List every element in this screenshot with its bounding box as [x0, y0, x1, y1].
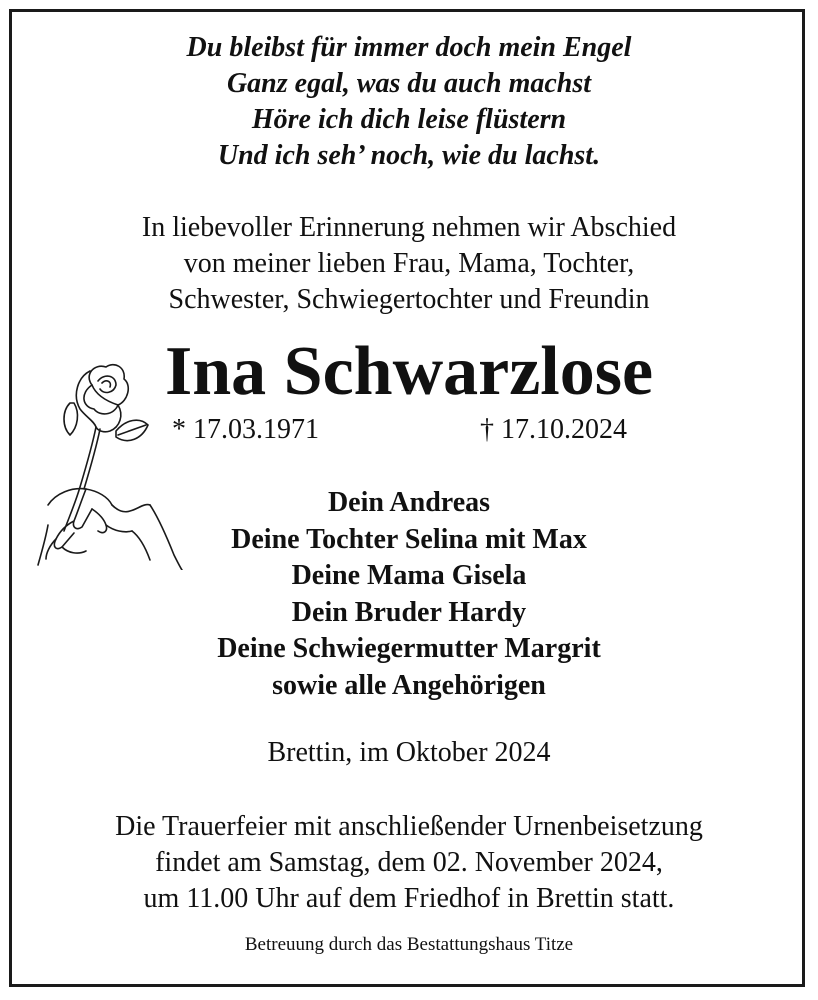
poem-line: Und ich seh’ noch, wie du lachst. [217, 140, 601, 171]
mourner: Dein Andreas [327, 487, 491, 518]
poem-line: Du bleibst für immer doch mein Engel [186, 32, 632, 63]
poem-line: Ganz egal, was du auch machst [226, 68, 592, 99]
place-and-date: Brettin, im Oktober 2024 [267, 737, 551, 768]
mourner: Deine Mama Gisela [291, 560, 527, 592]
undertaker-credit: Betreuung durch das Bestattungshaus Titze [244, 934, 574, 955]
farewell-intro [0, 210, 818, 318]
poem [0, 30, 818, 174]
service-line: um 11.00 Uhr auf dem Friedhof in Brettin statt. [143, 883, 675, 914]
funeral-service-info [0, 809, 818, 917]
service-line: Die Trauerfeier mit anschließender Urnenbeisetzung [115, 811, 703, 842]
death-date: † 17.10.2024 [480, 414, 627, 445]
birth-date: * 17.03.1971 [172, 414, 319, 445]
poem-line: Höre ich dich leise flüstern [251, 104, 567, 135]
intro-line: Schwester, Schwiegertochter und Freundin [168, 284, 650, 315]
intro-line: von meiner lieben Frau, Mama, Tochter, [183, 248, 635, 279]
mourner: Deine Schwiegermutter Margrit [217, 633, 601, 665]
mourners-list [0, 485, 818, 705]
service-line: findet am Samstag, dem 02. November 2024, [155, 847, 663, 878]
intro-line: In liebevoller Erinnerung nehmen wir Abschied [141, 212, 677, 243]
deceased-name: Ina Schwarzlose [164, 333, 654, 410]
mourner: sowie alle Angehörigen [272, 669, 546, 701]
mourner: Dein Bruder Hardy [291, 596, 527, 628]
mourner: Deine Tochter Selina mit Max [231, 523, 587, 555]
